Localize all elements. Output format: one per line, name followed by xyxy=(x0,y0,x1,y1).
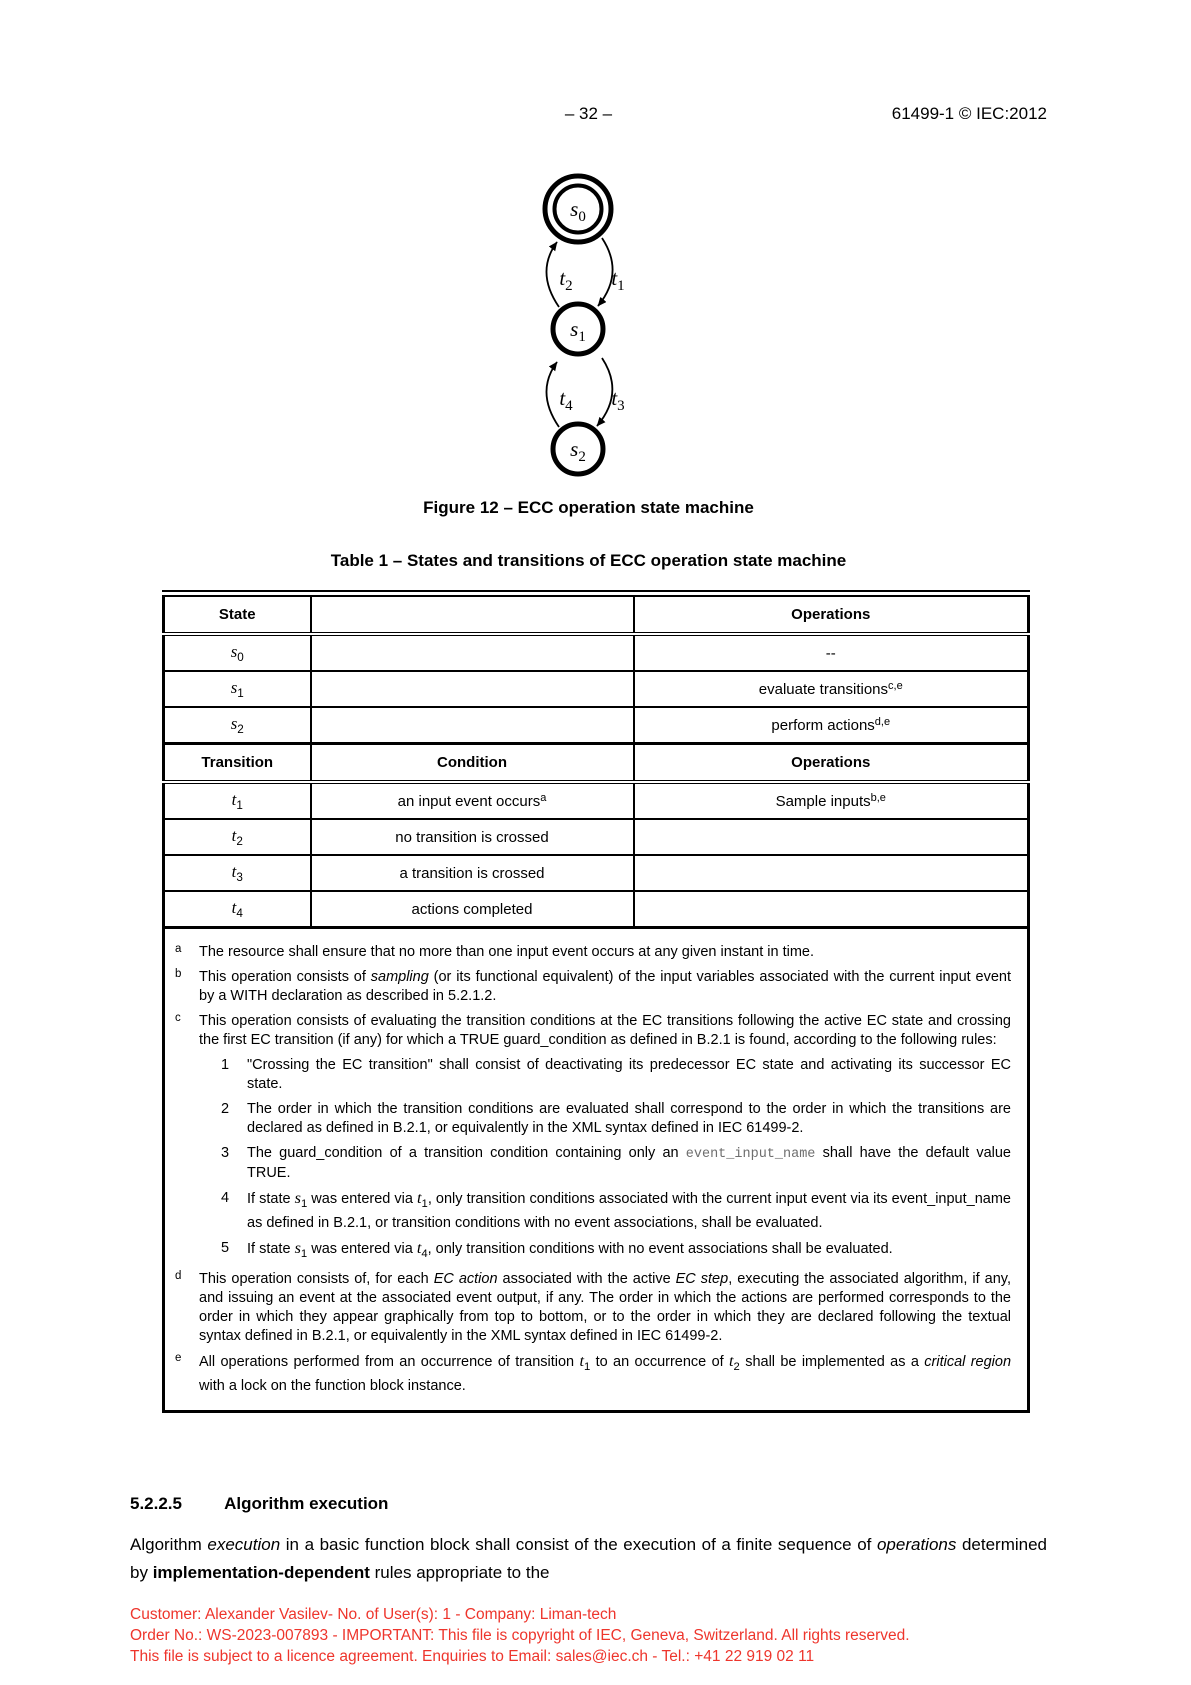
transition-cell: $t_3$ xyxy=(164,855,311,891)
state-label-s2: $s_2$ xyxy=(570,437,586,465)
operations-cell xyxy=(634,891,1029,928)
footnote-text: The resource shall ensure that no more than one input event occurs at any given instant in time. xyxy=(199,944,814,960)
footnote-c-rules xyxy=(221,1056,1011,1264)
transition-label-t1: $t_1$ xyxy=(611,266,625,294)
condition-cell xyxy=(311,707,634,744)
body-paragraph: Algorithm execution in a basic function block shall consist of the execution of a finite sequence of operations determined by implementation-dependent rules appropriate to the xyxy=(130,1535,1047,1582)
table-header-row-states xyxy=(164,594,1029,635)
footnote-label: e xyxy=(175,1352,182,1364)
license-footer xyxy=(130,1604,1110,1667)
table-footnotes-row xyxy=(164,928,1029,1412)
footnote-b xyxy=(175,968,1011,1006)
rule-2: 2 The order in which the transition conditions are evaluated shall correspond to the order in which the transitions are declared as defined in B.2.1, or equivalently in the XML syntax defined in IEC 61499-2. xyxy=(221,1101,1011,1136)
table-container xyxy=(162,590,1030,1413)
footnote-label: a xyxy=(175,943,182,955)
section-heading xyxy=(130,1494,388,1514)
state-cell: $s_2$ xyxy=(164,707,311,744)
license-line-1: Customer: Alexander Vasilev- No. of User(s): 1 - Company: Liman-tech xyxy=(130,1606,617,1623)
state-label-s0: $s_0$ xyxy=(570,197,586,225)
footnote-label: b xyxy=(175,968,182,980)
transition-label-t4: $t_4$ xyxy=(559,386,573,414)
state-label-s1: $s_1$ xyxy=(570,317,586,345)
header-state: State xyxy=(164,594,311,635)
operations-cell: evaluate transitions$^{c,e}$ xyxy=(634,671,1029,707)
rule-3: 3 The guard_condition of a transition condition containing only an event_input_name shall have the default value TRUE. xyxy=(221,1145,1011,1181)
transition-arc-t2 xyxy=(546,242,559,307)
footnotes-cell xyxy=(164,928,1029,1412)
operations-cell: -- xyxy=(634,634,1029,671)
state-diagram xyxy=(0,145,1191,495)
condition-cell: an input event occurs$^a$ xyxy=(311,782,634,819)
transition-cell: $t_1$ xyxy=(164,782,311,819)
doc-reference: 61499-1 © IEC:2012 xyxy=(891,104,1047,123)
footnote-label: c xyxy=(175,1012,181,1024)
table-row-t2 xyxy=(164,819,1029,855)
operations-cell: perform actions$^{d,e}$ xyxy=(634,707,1029,744)
footnote-d xyxy=(175,1270,1011,1346)
header-operations: Operations xyxy=(634,594,1029,635)
table-row-t4 xyxy=(164,891,1029,928)
table-title: Table 1 – States and transitions of ECC operation state machine xyxy=(330,551,847,570)
state-node-s1 xyxy=(553,304,603,354)
transition-cell: $t_4$ xyxy=(164,891,311,928)
table-row-s1 xyxy=(164,671,1029,707)
license-line-2: Order No.: WS-2023-007893 - IMPORTANT: This file is copyright of IEC, Geneva, Switzerland. All rights reserved. xyxy=(130,1627,910,1644)
footnote-label: d xyxy=(175,1270,182,1282)
license-line-3: This file is subject to a licence agreement. Enquiries to Email: sales@iec.ch - Tel.: +41 22 919 02 11 xyxy=(130,1648,815,1665)
table-row-s2 xyxy=(164,707,1029,744)
footnote-text: This operation consists of sampling (or its functional equivalent) of the input variables associated with the current input event by a WITH declaration as described in 5.2.1.2. xyxy=(199,969,1011,1004)
table-row-t3 xyxy=(164,855,1029,891)
section-number: 5.2.2.5 xyxy=(130,1494,182,1513)
state-node-s0 xyxy=(545,176,611,242)
transition-label-t2: $t_2$ xyxy=(559,266,573,294)
header-operations2: Operations xyxy=(634,744,1029,783)
condition-cell: actions completed xyxy=(311,891,634,928)
transition-label-t3: $t_3$ xyxy=(611,386,625,414)
transition-arc-t4 xyxy=(546,362,559,427)
header-condition: Condition xyxy=(311,744,634,783)
operations-cell xyxy=(634,819,1029,855)
condition-cell: no transition is crossed xyxy=(311,819,634,855)
rule-1: 1 "Crossing the EC transition" shall consist of deactivating its predecessor EC state and activating its successor EC state. xyxy=(221,1057,1011,1092)
header-transition: Transition xyxy=(164,744,311,783)
footnote-a xyxy=(175,943,1011,962)
table-header-row-transitions xyxy=(164,744,1029,783)
condition-cell xyxy=(311,671,634,707)
state-cell: $s_0$ xyxy=(164,634,311,671)
state-node-s2 xyxy=(553,424,603,474)
table-row-t1 xyxy=(164,782,1029,819)
state-cell: $s_1$ xyxy=(164,671,311,707)
footnote-text: This operation consists of, for each EC action associated with the active EC step, executing the associated algorithm, if any, and issuing an event at the associated event output, if any. The order in which the actions are performed corresponds to the order in which they appear graphically from top to bottom, or to the order in which they are declared following the textual syntax defined in B.2.1, or equivalently in the XML syntax defined in IEC 61499-2. xyxy=(199,1271,1011,1344)
condition-cell xyxy=(311,634,634,671)
header-empty xyxy=(311,594,634,635)
operations-cell: Sample inputs$^{b,e}$ xyxy=(634,782,1029,819)
table-row-s0 xyxy=(164,634,1029,671)
transition-cell: $t_2$ xyxy=(164,819,311,855)
footnote-text: This operation consists of evaluating the transition conditions at the EC transitions following the active EC state and crossing the first EC transition (if any) for which a TRUE guard_condition as defined in B.2.1 is found, according to the following rules: xyxy=(199,1013,1011,1048)
section-title: Algorithm execution xyxy=(224,1494,389,1513)
page-number: – 32 – xyxy=(564,104,613,123)
figure-caption: Figure 12 – ECC operation state machine xyxy=(423,498,754,517)
operations-cell xyxy=(634,855,1029,891)
transition-arc-t3 xyxy=(597,358,612,426)
code-token: event_input_name xyxy=(685,1147,816,1162)
rule-4: 4 If state $s_1$ was entered via $t_1$, only transition conditions associated with the current input event via its event_input_name as defined in B.2.1, or transition conditions with no event associations, shall be evaluated. xyxy=(221,1189,1011,1231)
condition-cell: a transition is crossed xyxy=(311,855,634,891)
footnote-c xyxy=(175,1012,1011,1050)
footnote-text: All operations performed from an occurrence of transition $t_1$ to an occurrence of $t_2$ shall be implemented as a critical region with a lock on the function block instance. xyxy=(199,1352,1012,1394)
rule-5: 5 If state $s_1$ was entered via $t_4$, only transition conditions with no event associations shall be evaluated. xyxy=(221,1239,893,1260)
ecc-table xyxy=(162,590,1030,1413)
footnote-e xyxy=(175,1352,1011,1396)
